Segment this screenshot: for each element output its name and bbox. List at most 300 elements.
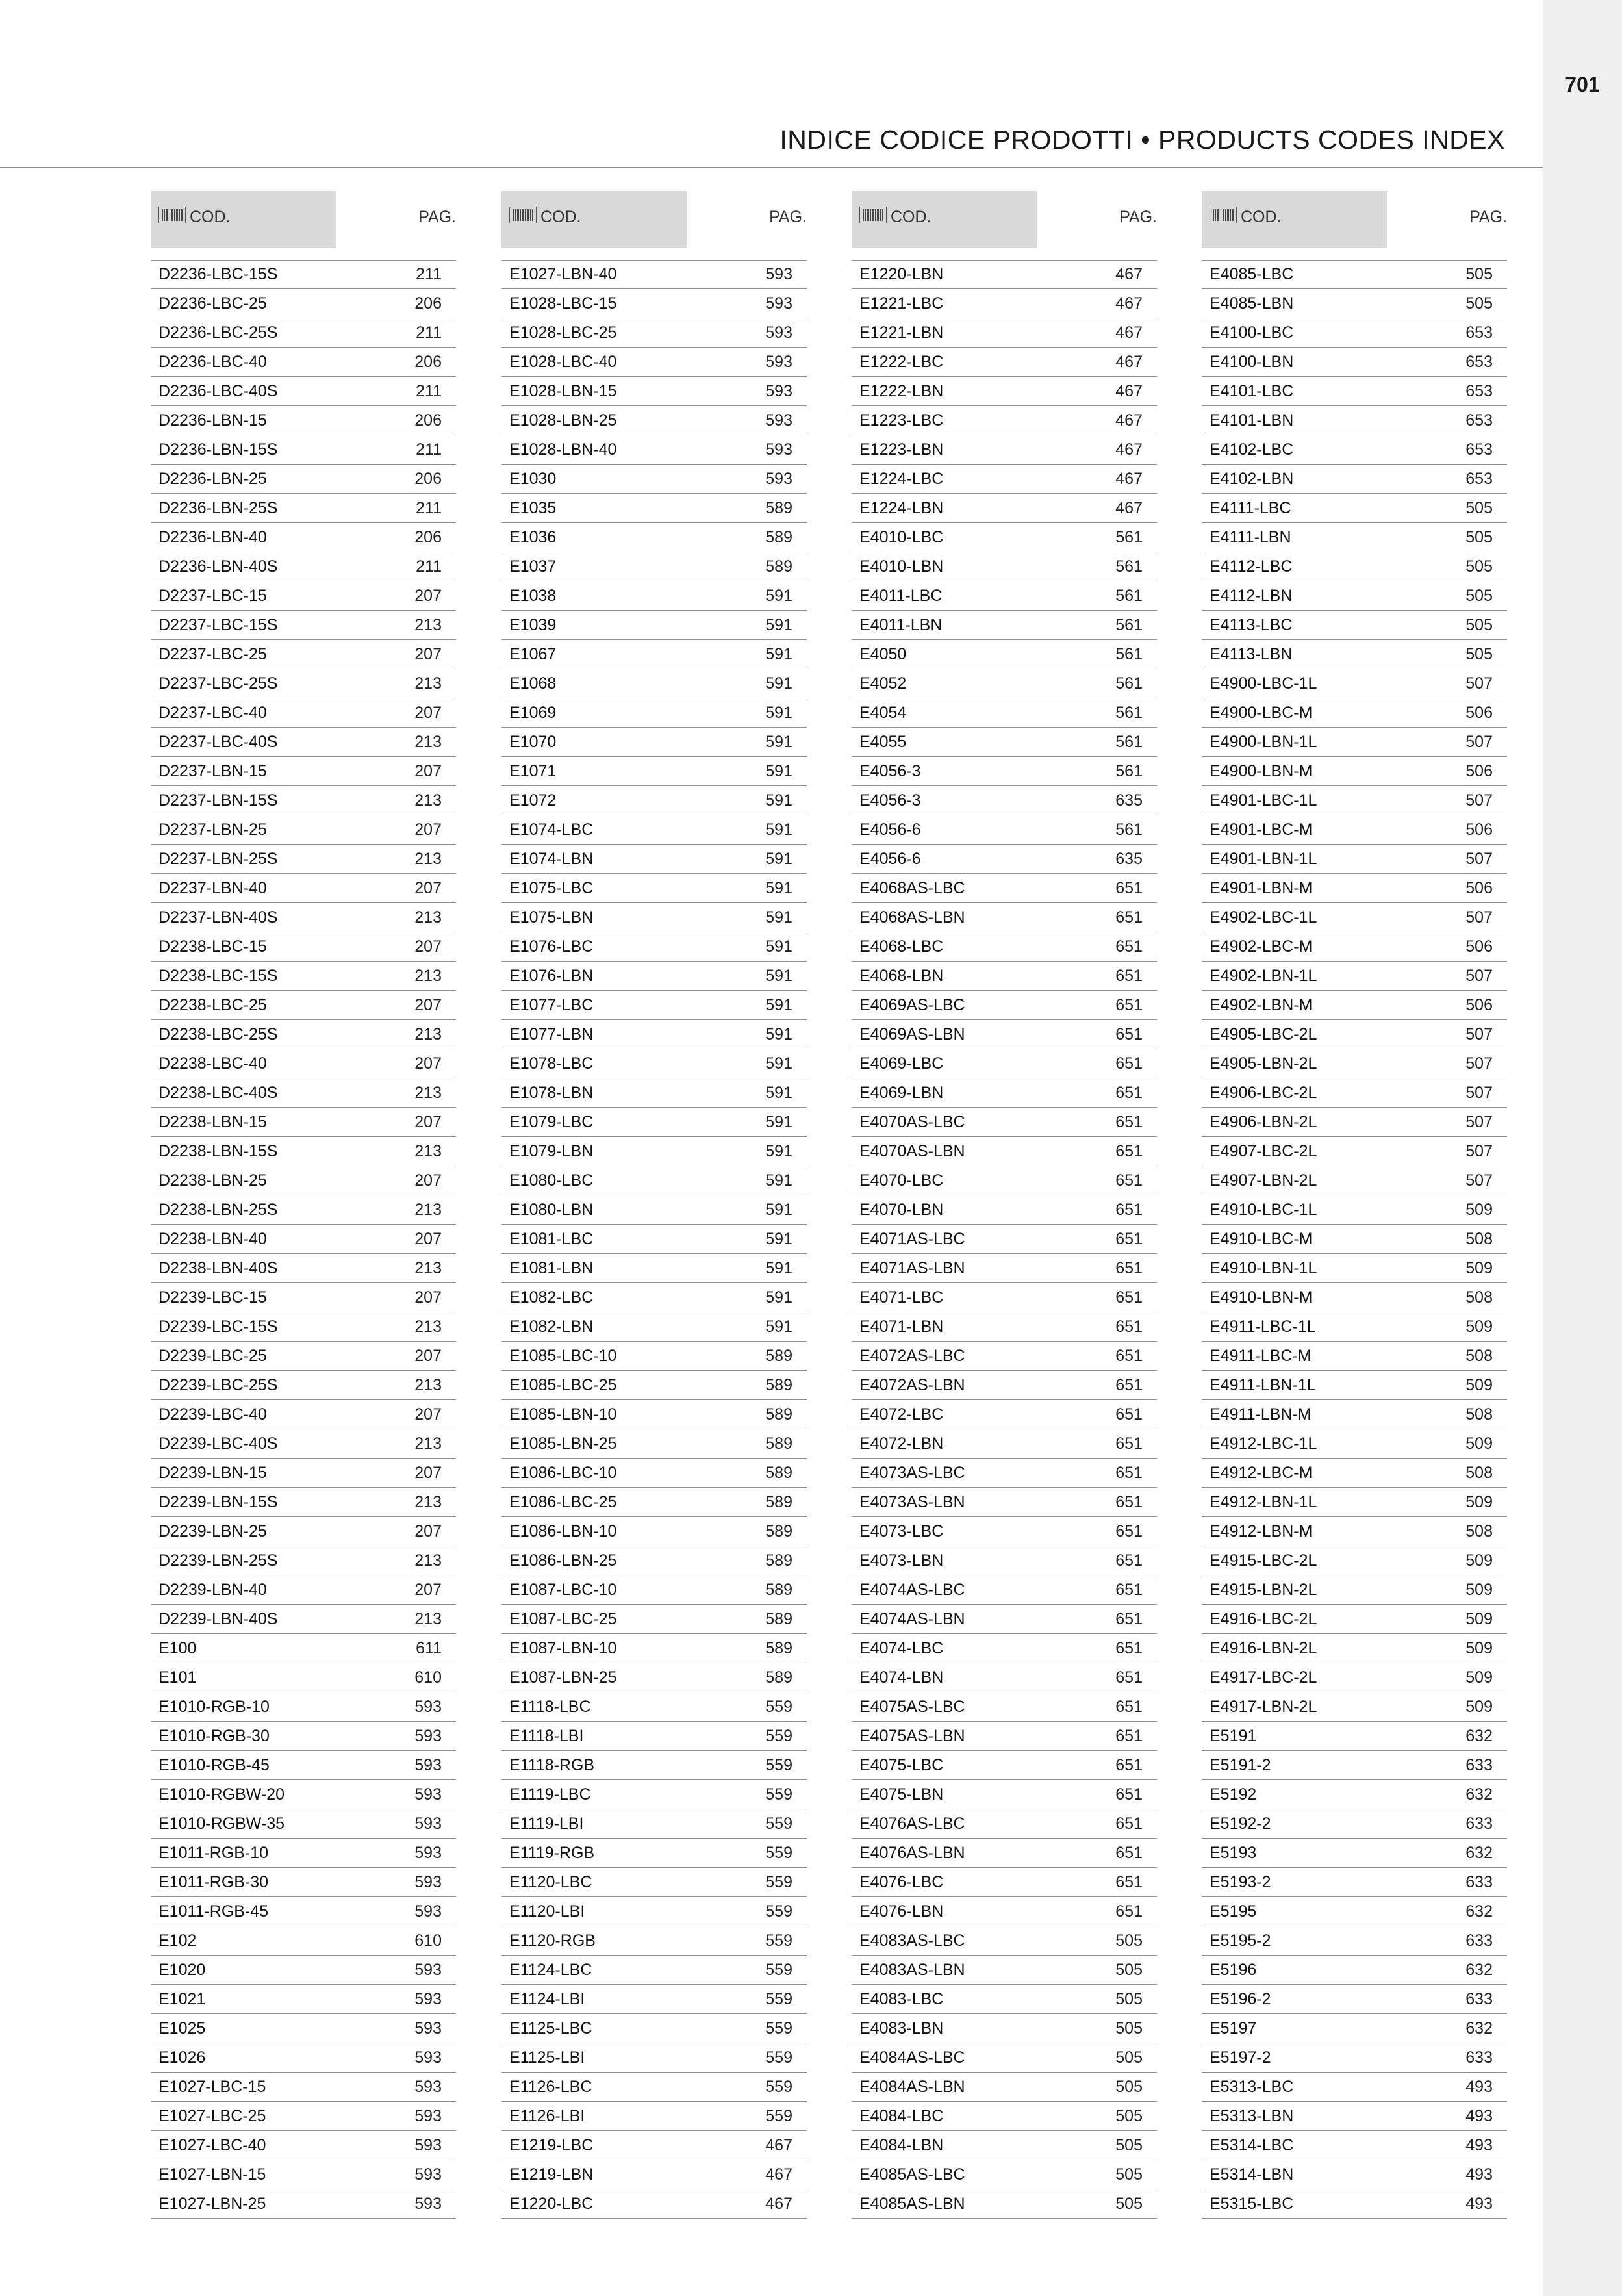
index-row <box>501 1166 807 1195</box>
index-row <box>852 1283 1157 1312</box>
page-reference: 509 <box>1465 1434 1493 1453</box>
page-column-label: PAG. <box>1469 208 1507 226</box>
code-column-label: COD. <box>891 208 931 226</box>
product-code: E1027-LBC-40 <box>158 2136 266 2154</box>
product-code: D2236-LBN-40S <box>158 557 278 576</box>
product-code: D2239-LBN-25 <box>158 1522 267 1540</box>
page-reference: 561 <box>1115 557 1143 576</box>
index-row <box>1202 757 1507 786</box>
page-reference: 213 <box>414 1025 442 1043</box>
product-code: E4056-3 <box>859 761 921 780</box>
page-reference: 211 <box>416 265 442 283</box>
index-row <box>852 318 1157 348</box>
index-row <box>1202 1166 1507 1195</box>
index-row <box>501 1751 807 1780</box>
column-header <box>151 191 456 248</box>
index-row <box>1202 640 1507 669</box>
product-code: E1020 <box>158 1960 206 1979</box>
index-row <box>501 669 807 698</box>
page-reference: 559 <box>765 2048 792 2067</box>
product-code: E1118-LBC <box>509 1697 591 1716</box>
index-row <box>151 1488 456 1517</box>
product-code: E1010-RGBW-20 <box>158 1785 285 1804</box>
page-reference: 467 <box>765 2194 792 2213</box>
page-reference: 651 <box>1115 908 1143 926</box>
code-column-label: COD. <box>1241 208 1282 226</box>
index-row <box>501 728 807 757</box>
product-code: E4901-LBN-1L <box>1210 849 1317 868</box>
product-code: D2236-LBN-15S <box>158 440 278 459</box>
page-reference: 635 <box>1115 791 1143 810</box>
index-row <box>501 1254 807 1283</box>
index-row <box>852 728 1157 757</box>
product-code: E4010-LBC <box>859 528 944 546</box>
product-code: E4902-LBN-M <box>1210 995 1313 1014</box>
page-reference: 559 <box>765 1697 792 1716</box>
page-reference: 207 <box>414 644 442 663</box>
page-reference: 651 <box>1115 1025 1143 1043</box>
page-reference: 651 <box>1115 1492 1143 1511</box>
product-code: E1082-LBC <box>509 1288 594 1307</box>
index-row <box>501 1546 807 1575</box>
page-reference: 651 <box>1115 1083 1143 1102</box>
product-code: E4084AS-LBN <box>859 2077 965 2096</box>
barcode-icon <box>859 207 887 223</box>
product-code: E1079-LBC <box>509 1112 594 1131</box>
page-reference: 467 <box>765 2136 792 2154</box>
page-reference: 467 <box>1115 469 1143 488</box>
index-row <box>1202 2073 1507 2102</box>
product-code: E4054 <box>859 703 907 722</box>
page-reference: 632 <box>1465 1902 1493 1920</box>
index-column-4 <box>1202 191 1507 2219</box>
column-header <box>852 191 1157 248</box>
product-code: E5193 <box>1210 1843 1257 1862</box>
product-code: E1223-LBC <box>859 411 944 429</box>
index-row <box>1202 698 1507 728</box>
index-row <box>501 1225 807 1254</box>
product-code: E4915-LBC-2L <box>1210 1551 1317 1570</box>
page-reference: 505 <box>1465 615 1493 634</box>
page-reference: 593 <box>414 2077 442 2096</box>
product-code: D2237-LBN-25 <box>158 820 267 839</box>
index-row <box>501 581 807 611</box>
page-reference: 561 <box>1115 586 1143 605</box>
product-code: E4072AS-LBC <box>859 1346 965 1365</box>
index-row <box>1202 2160 1507 2189</box>
product-code: E1118-RGB <box>509 1755 595 1774</box>
index-row <box>852 1605 1157 1634</box>
product-code: E4075AS-LBN <box>859 1726 965 1745</box>
product-code: E5191 <box>1210 1726 1257 1745</box>
page-reference: 561 <box>1115 703 1143 722</box>
product-code: E4074-LBC <box>859 1639 944 1657</box>
index-row <box>151 318 456 348</box>
page-reference: 206 <box>414 352 442 371</box>
product-code: E4056-6 <box>859 820 921 839</box>
index-row <box>1202 1342 1507 1371</box>
index-row <box>151 1195 456 1225</box>
index-row <box>1202 1546 1507 1575</box>
product-code: E4902-LBC-M <box>1210 937 1313 956</box>
page-reference: 635 <box>1115 849 1143 868</box>
index-row <box>501 1108 807 1137</box>
index-row <box>852 1342 1157 1371</box>
product-code: D2238-LBN-15S <box>158 1142 278 1160</box>
product-code: E1119-LBI <box>509 1814 584 1833</box>
product-code: E4076-LBC <box>859 1872 944 1891</box>
product-code: E5192 <box>1210 1785 1257 1804</box>
page-reference: 633 <box>1465 1755 1493 1774</box>
index-row <box>151 1926 456 1956</box>
product-code: E1028-LBC-25 <box>509 323 617 342</box>
page-reference: 207 <box>414 1463 442 1482</box>
product-code: E1071 <box>509 761 557 780</box>
index-column-1 <box>151 191 456 2219</box>
page-reference: 651 <box>1115 1346 1143 1365</box>
index-row <box>1202 1956 1507 1985</box>
product-code: E1069 <box>509 703 557 722</box>
page-reference: 593 <box>414 2106 442 2125</box>
page-reference: 593 <box>414 1697 442 1716</box>
page-reference: 561 <box>1115 820 1143 839</box>
product-code: D2238-LBN-15 <box>158 1112 267 1131</box>
product-code: E4900-LBC-M <box>1210 703 1313 722</box>
product-code: E4084-LBC <box>859 2106 944 2125</box>
product-code: E1025 <box>158 2019 206 2037</box>
page-reference: 591 <box>765 1142 792 1160</box>
page-reference: 633 <box>1465 1989 1493 2008</box>
product-code: E1086-LBC-10 <box>509 1463 617 1482</box>
page-reference: 207 <box>414 1054 442 1073</box>
index-row <box>852 1985 1157 2014</box>
product-code: E1075-LBN <box>509 908 594 926</box>
page-reference: 591 <box>765 878 792 897</box>
product-code: D2238-LBC-40S <box>158 1083 278 1102</box>
page-reference: 589 <box>765 1668 792 1687</box>
index-row <box>151 1283 456 1312</box>
page-reference: 593 <box>765 411 792 429</box>
product-code: E4912-LBN-1L <box>1210 1492 1317 1511</box>
index-row <box>852 815 1157 845</box>
page-reference: 493 <box>1465 2194 1493 2213</box>
page-reference: 651 <box>1115 1551 1143 1570</box>
page-reference: 591 <box>765 703 792 722</box>
product-code: E1026 <box>158 2048 206 2067</box>
index-row <box>852 962 1157 991</box>
index-row <box>151 465 456 494</box>
product-code: E1011-RGB-45 <box>158 1902 269 1920</box>
index-row <box>1202 815 1507 845</box>
product-code: E1010-RGB-30 <box>158 1726 270 1745</box>
page-reference: 651 <box>1115 1200 1143 1219</box>
product-code: E5195 <box>1210 1902 1257 1920</box>
index-row <box>1202 903 1507 932</box>
product-code: E1087-LBN-25 <box>509 1668 617 1687</box>
product-code: E4072AS-LBN <box>859 1375 965 1394</box>
product-code: E4085-LBN <box>1210 294 1294 313</box>
product-code: E4905-LBC-2L <box>1210 1025 1317 1043</box>
product-code: E4083AS-LBN <box>859 1960 965 1979</box>
page-reference: 213 <box>414 732 442 751</box>
index-row <box>1202 260 1507 289</box>
product-code: E5314-LBC <box>1210 2136 1294 2154</box>
product-code: D2239-LBC-15S <box>158 1317 278 1336</box>
product-code: E1028-LBN-15 <box>509 381 617 400</box>
product-code: D2237-LBN-15S <box>158 791 278 810</box>
page-reference: 505 <box>1465 498 1493 517</box>
product-code: E4101-LBN <box>1210 411 1294 429</box>
page-reference: 506 <box>1465 937 1493 956</box>
index-row <box>852 1020 1157 1049</box>
product-code: D2238-LBN-25 <box>158 1171 267 1190</box>
index-row <box>1202 1868 1507 1897</box>
page-reference: 610 <box>414 1931 442 1950</box>
product-code: E4056-6 <box>859 849 921 868</box>
product-code: E4073-LBN <box>859 1551 944 1570</box>
product-code: E4902-LBC-1L <box>1210 908 1317 926</box>
index-row <box>501 1692 807 1722</box>
product-code: E1027-LBN-40 <box>509 265 617 283</box>
page-reference: 591 <box>765 1258 792 1277</box>
page-reference: 593 <box>414 1989 442 2008</box>
index-row <box>1202 1897 1507 1926</box>
index-row <box>1202 1926 1507 1956</box>
page-reference: 651 <box>1115 1609 1143 1628</box>
product-code: E4068AS-LBN <box>859 908 965 926</box>
page-reference: 632 <box>1465 1843 1493 1862</box>
index-list <box>1202 260 1507 2219</box>
product-code: E4083-LBN <box>859 2019 944 2037</box>
index-row <box>852 2160 1157 2189</box>
page-reference: 589 <box>765 1375 792 1394</box>
index-row <box>1202 2189 1507 2219</box>
page-reference: 651 <box>1115 1872 1143 1891</box>
product-code: E1086-LBC-25 <box>509 1492 617 1511</box>
page-reference: 651 <box>1115 1112 1143 1131</box>
index-row <box>1202 1078 1507 1108</box>
page-reference: 559 <box>765 1726 792 1745</box>
product-code: E5193-2 <box>1210 1872 1271 1891</box>
index-row <box>151 523 456 552</box>
index-row <box>852 1897 1157 1926</box>
product-code: E1085-LBC-10 <box>509 1346 617 1365</box>
page-reference: 213 <box>414 1492 442 1511</box>
index-row <box>151 1371 456 1400</box>
index-row <box>501 1897 807 1926</box>
product-code: E101 <box>158 1668 197 1687</box>
index-row <box>852 377 1157 406</box>
page-reference: 213 <box>414 1609 442 1628</box>
index-row <box>501 1049 807 1078</box>
page-reference: 507 <box>1465 1171 1493 1190</box>
index-row <box>151 845 456 874</box>
page-reference: 467 <box>1115 323 1143 342</box>
index-row <box>501 874 807 903</box>
product-code: E4901-LBC-1L <box>1210 791 1317 810</box>
index-row <box>501 698 807 728</box>
page-reference: 508 <box>1465 1463 1493 1482</box>
product-code: D2237-LBC-40S <box>158 732 278 751</box>
product-code: E1021 <box>158 1989 206 2008</box>
index-row <box>151 2131 456 2160</box>
index-row <box>501 523 807 552</box>
index-row <box>852 1809 1157 1839</box>
page-reference: 213 <box>414 1142 442 1160</box>
page-reference: 211 <box>416 498 442 517</box>
product-code: E4074AS-LBC <box>859 1580 965 1599</box>
index-row <box>151 2160 456 2189</box>
product-code: E4100-LBN <box>1210 352 1294 371</box>
product-code: E4085-LBC <box>1210 265 1294 283</box>
page-reference: 591 <box>765 820 792 839</box>
page-reference: 559 <box>765 1785 792 1804</box>
index-row <box>852 1956 1157 1985</box>
index-row <box>501 903 807 932</box>
product-code: D2237-LBN-25S <box>158 849 278 868</box>
product-code: E1077-LBN <box>509 1025 594 1043</box>
index-row <box>852 1780 1157 1809</box>
index-row <box>1202 435 1507 465</box>
page-reference: 213 <box>414 908 442 926</box>
product-code: E4906-LBN-2L <box>1210 1112 1317 1131</box>
product-code: E4072-LBC <box>859 1405 944 1423</box>
product-code: E1120-LBC <box>509 1872 592 1891</box>
page-reference: 506 <box>1465 878 1493 897</box>
product-code: D2236-LBC-25 <box>158 294 267 313</box>
page-reference: 653 <box>1465 352 1493 371</box>
page-reference: 213 <box>414 791 442 810</box>
page-reference: 509 <box>1465 1200 1493 1219</box>
page-reference: 593 <box>414 1960 442 1979</box>
index-row <box>852 786 1157 815</box>
page-reference: 589 <box>765 1405 792 1423</box>
page-reference: 561 <box>1115 615 1143 634</box>
index-row <box>1202 1663 1507 1692</box>
index-row <box>151 1400 456 1429</box>
index-row <box>151 1166 456 1195</box>
product-code: E4011-LBC <box>859 586 943 605</box>
product-code: E1010-RGB-45 <box>158 1755 270 1774</box>
product-code: E4073AS-LBN <box>859 1492 965 1511</box>
product-code: E4071AS-LBN <box>859 1258 965 1277</box>
product-code: E4912-LBC-1L <box>1210 1434 1317 1453</box>
index-row <box>501 1605 807 1634</box>
page-reference: 507 <box>1465 1054 1493 1073</box>
product-code: E4100-LBC <box>1210 323 1294 342</box>
product-code: E4113-LBC <box>1210 615 1293 634</box>
page-reference: 593 <box>414 1726 442 1745</box>
index-row <box>1202 1371 1507 1400</box>
product-code: E1028-LBN-40 <box>509 440 617 459</box>
product-code: D2239-LBN-40S <box>158 1609 278 1628</box>
product-code: E4075AS-LBC <box>859 1697 965 1716</box>
product-code: E5197 <box>1210 2019 1257 2037</box>
page-reference: 593 <box>414 1843 442 1862</box>
page-reference: 593 <box>414 2194 442 2213</box>
product-code: E1027-LBC-25 <box>158 2106 266 2125</box>
index-row <box>1202 1634 1507 1663</box>
index-row <box>501 2189 807 2219</box>
page-reference: 651 <box>1115 1580 1143 1599</box>
index-row <box>151 1517 456 1546</box>
index-row <box>852 2189 1157 2219</box>
index-row <box>151 962 456 991</box>
page-title: INDICE CODICE PRODOTTI • PRODUCTS CODES INDEX <box>779 125 1505 155</box>
index-row <box>151 1429 456 1459</box>
page-reference: 651 <box>1115 1843 1143 1862</box>
index-row <box>501 1429 807 1459</box>
product-code: D2239-LBC-40S <box>158 1434 278 1453</box>
page-reference: 651 <box>1115 1726 1143 1745</box>
page-reference: 505 <box>1115 2048 1143 2067</box>
index-row <box>501 2014 807 2043</box>
page-reference: 493 <box>1465 2077 1493 2096</box>
page-reference: 651 <box>1115 1288 1143 1307</box>
product-code: E1219-LBC <box>509 2136 594 2154</box>
page-reference: 591 <box>765 674 792 693</box>
product-code: D2236-LBN-15 <box>158 411 267 429</box>
product-code: E5191-2 <box>1210 1755 1271 1774</box>
page-reference: 213 <box>414 966 442 985</box>
product-code: E4085AS-LBC <box>859 2165 965 2184</box>
page-reference: 589 <box>765 528 792 546</box>
index-row <box>1202 1780 1507 1809</box>
index-row <box>501 2073 807 2102</box>
product-code: E4112-LBC <box>1210 557 1293 576</box>
page-reference: 467 <box>1115 440 1143 459</box>
index-row <box>852 1926 1157 1956</box>
index-row <box>501 1634 807 1663</box>
page-reference: 207 <box>414 937 442 956</box>
product-code: E1037 <box>509 557 557 576</box>
product-code: E5313-LBC <box>1210 2077 1294 2096</box>
index-row <box>852 1868 1157 1897</box>
page-reference: 591 <box>765 1112 792 1131</box>
page-reference: 508 <box>1465 1522 1493 1540</box>
page-reference: 591 <box>765 732 792 751</box>
index-row <box>852 406 1157 435</box>
index-row <box>151 2043 456 2073</box>
page-reference: 561 <box>1115 732 1143 751</box>
product-code: E4905-LBN-2L <box>1210 1054 1317 1073</box>
index-row <box>1202 1488 1507 1517</box>
page-reference: 593 <box>765 440 792 459</box>
page-reference: 589 <box>765 1434 792 1453</box>
index-list <box>501 260 807 2219</box>
index-row <box>151 1751 456 1780</box>
product-code: E1078-LBC <box>509 1054 594 1073</box>
product-code: E1085-LBN-25 <box>509 1434 617 1453</box>
index-row <box>151 611 456 640</box>
index-row <box>1202 1312 1507 1342</box>
product-code: E100 <box>158 1639 197 1657</box>
index-row <box>151 903 456 932</box>
product-code: E4084-LBN <box>859 2136 944 2154</box>
page-reference: 651 <box>1115 966 1143 985</box>
index-row <box>151 348 456 377</box>
page-reference: 591 <box>765 791 792 810</box>
index-row <box>501 1956 807 1985</box>
product-code: E1078-LBN <box>509 1083 594 1102</box>
page-reference: 651 <box>1115 1258 1143 1277</box>
page-reference: 507 <box>1465 1112 1493 1131</box>
product-code: E1079-LBN <box>509 1142 594 1160</box>
page-reference: 207 <box>414 1405 442 1423</box>
product-code: E5315-LBC <box>1210 2194 1294 2213</box>
page-reference: 589 <box>765 1580 792 1599</box>
index-row <box>151 1137 456 1166</box>
